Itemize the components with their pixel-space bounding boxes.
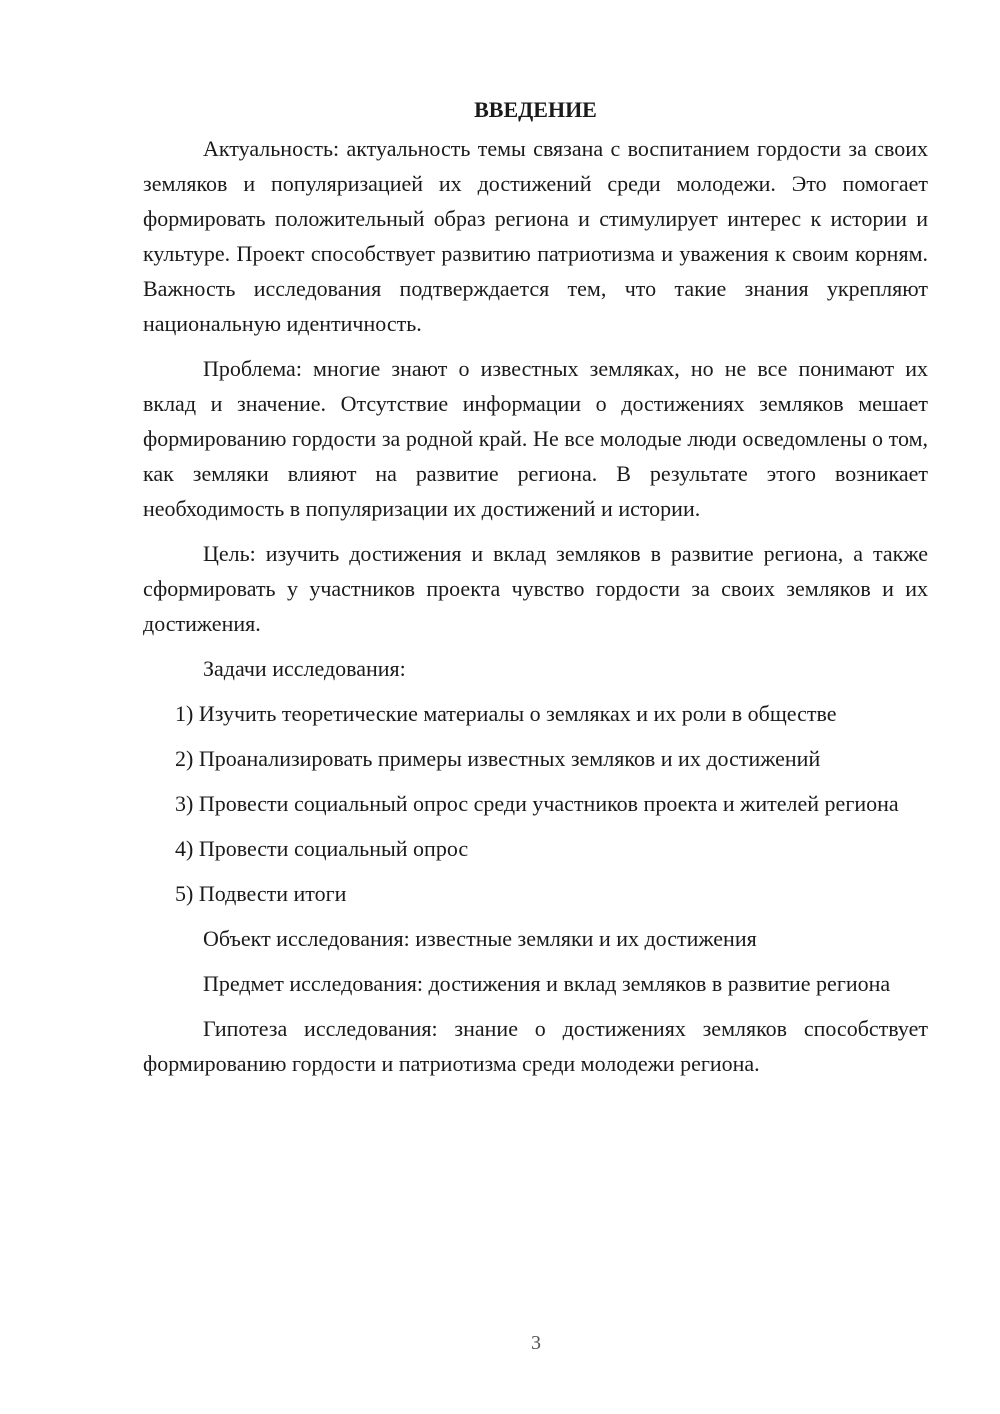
task-item-5: 5) Подвести итоги [175,881,347,906]
page-title: ВВЕДЕНИЕ [474,97,597,122]
page-number: 3 [531,1332,541,1354]
task-item-1: 1) Изучить теоретические материалы о земляках и их роли в обществе [175,701,837,726]
task-item-4: 4) Провести социальный опрос [175,836,469,861]
object-paragraph: Объект исследования: известные земляки и их достижения [203,926,757,951]
relevance-paragraph: Актуальность: актуальность темы связана с воспитанием гордости за своих земляков и популяризацией их достижений среди молодежи. Это помогает формировать положительный образ региона и стимулирует интерес к истории и культуре. Проект способствует развитию патриотизма и уважения к своим корням. Важность исследования подтверждается тем, что такие знания укрепляют национальную идентичность. [143,136,928,336]
problem-paragraph: Проблема: многие знают о известных земляках, но не все понимают их вклад и значение. Отсутствие информации о достижениях земляков мешает формированию гордости за родной край. Не все молодые люди осведомлены о том, как земляки влияют на развитие региона. В результате этого возникает необходимость в популяризации их достижений и истории. [143,356,928,521]
goal-paragraph: Цель: изучить достижения и вклад земляков в развитие региона, а также сформировать у участников проекта чувство гордости за своих земляков и их достижения. [143,541,928,636]
hypothesis-paragraph: Гипотеза исследования: знание о достижениях земляков способствует формированию гордости и патриотизма среди молодежи региона. [143,1016,928,1076]
subject-paragraph: Предмет исследования: достижения и вклад земляков в развитие региона [203,971,891,996]
task-item-2: 2) Проанализировать примеры известных земляков и их достижений [175,746,821,771]
page-content [143,93,928,1081]
task-item-3: 3) Провести социальный опрос среди участников проекта и жителей региона [175,791,899,816]
tasks-heading: Задачи исследования: [203,656,406,681]
